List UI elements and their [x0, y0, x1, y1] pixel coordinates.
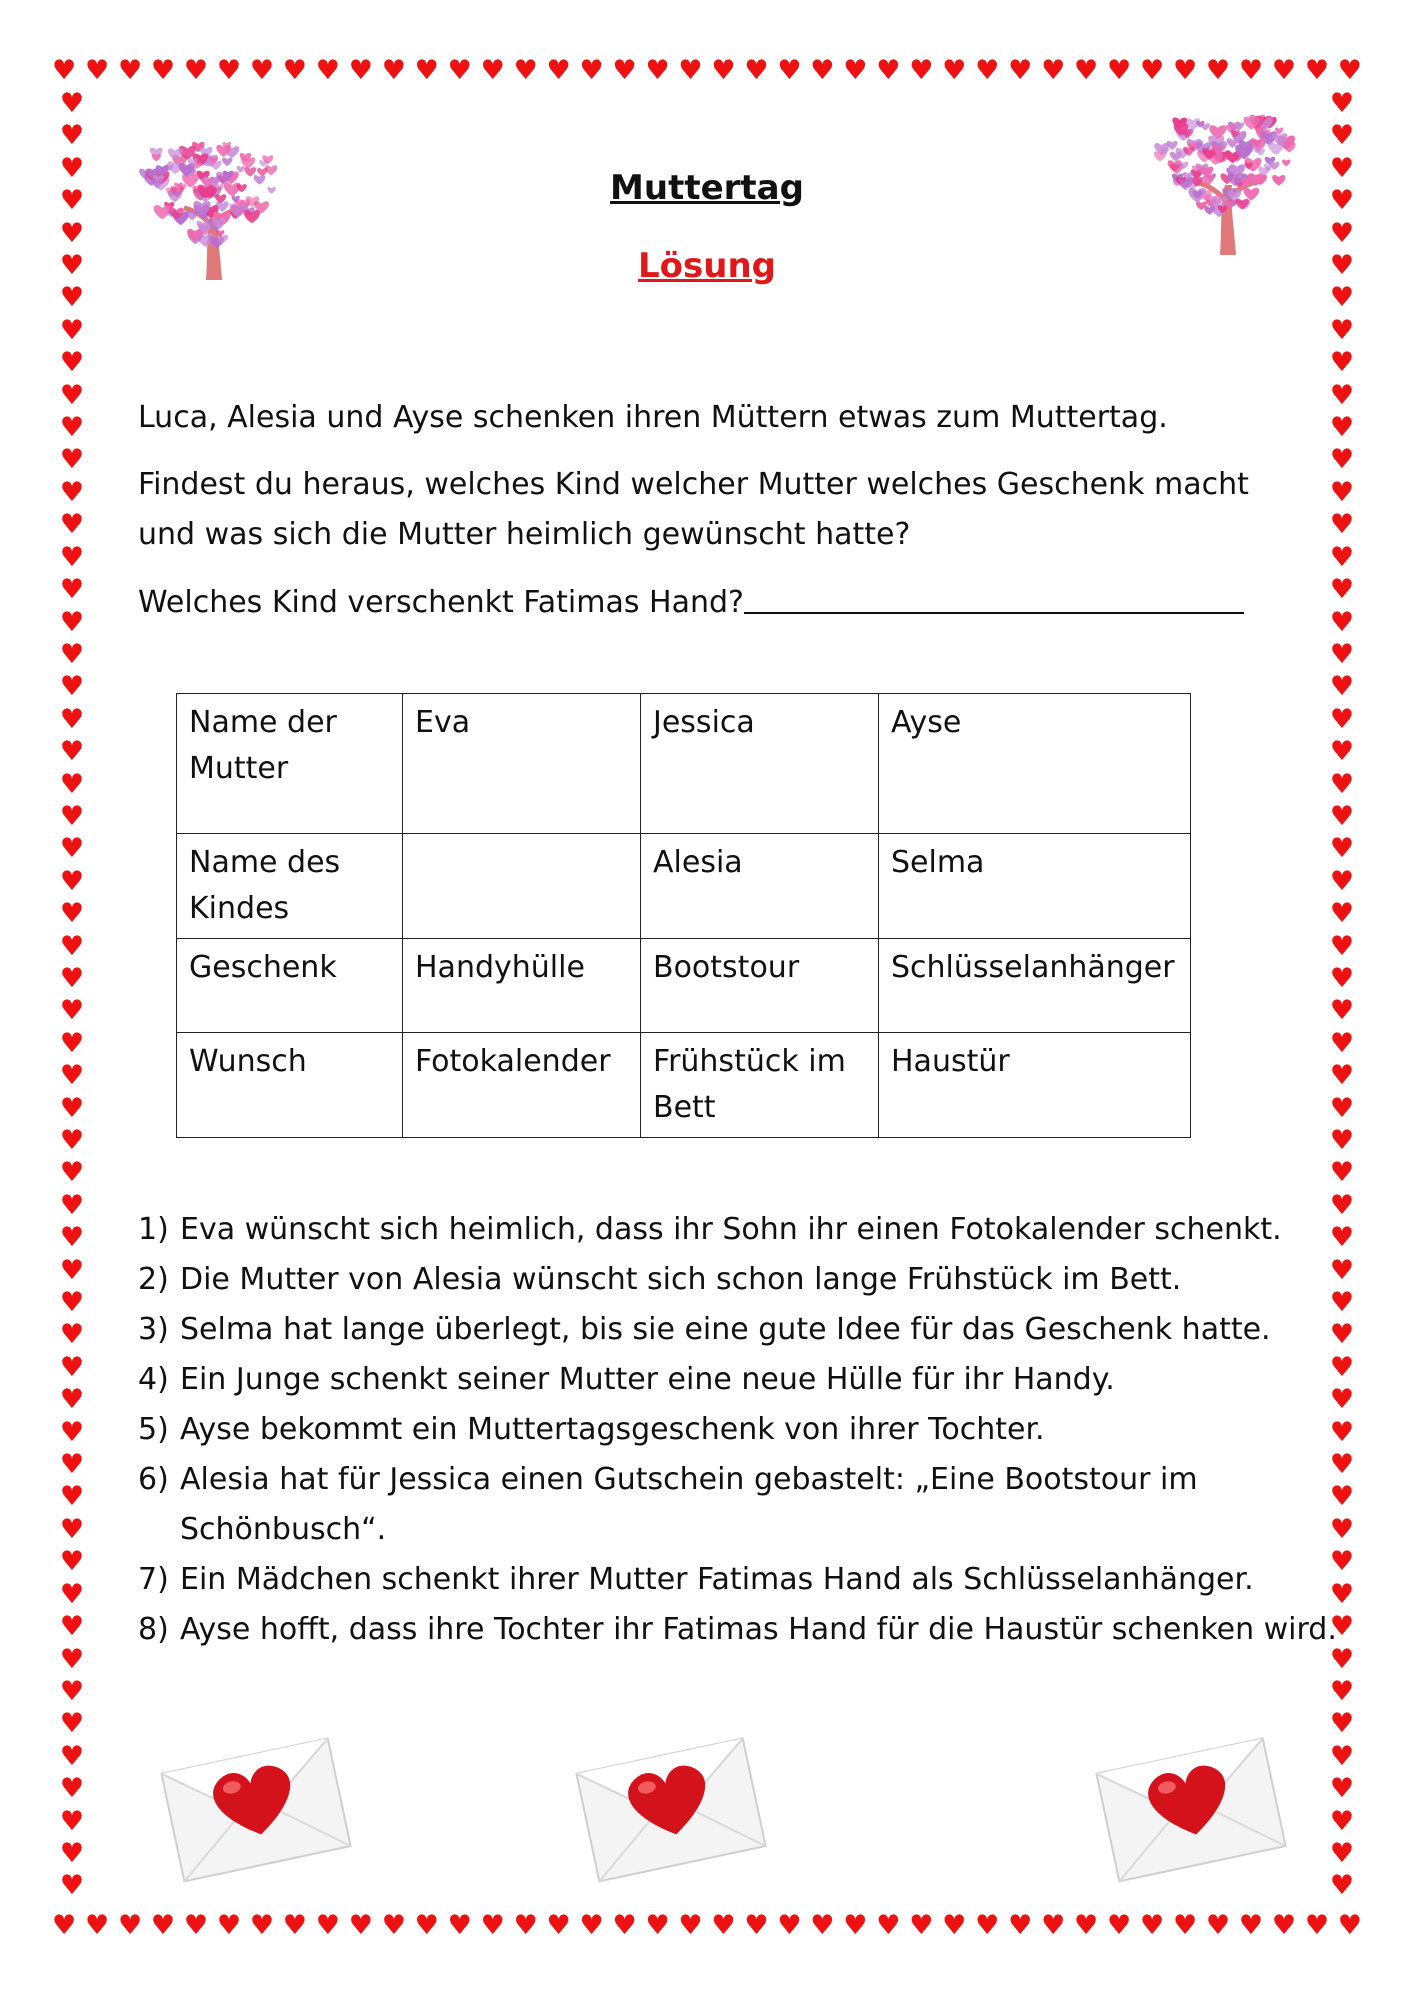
envelope-heart-icon [565, 1725, 775, 1885]
heart-icon: ♥ [777, 1909, 802, 1941]
heart-icon: ♥ [59, 995, 85, 1027]
table-cell: Selma [879, 834, 1191, 939]
table-cell: Haustür [879, 1033, 1191, 1138]
heart-icon: ♥ [1329, 185, 1355, 217]
heart-icon: ♥ [1205, 54, 1231, 86]
heart-icon: ♥ [843, 1909, 868, 1941]
heart-icon: ♥ [744, 54, 769, 86]
heart-icon: ♥ [59, 1611, 85, 1643]
heart-icon: ♥ [414, 1909, 439, 1941]
heart-icon: ♥ [645, 54, 670, 86]
heart-icon: ♥ [513, 54, 538, 86]
heart-icon: ♥ [59, 1643, 85, 1675]
heart-icon: ♥ [59, 1837, 85, 1869]
heart-icon: ♥ [348, 54, 373, 86]
heart-icon: ♥ [1329, 1643, 1355, 1675]
heart-icon: ♥ [612, 54, 637, 86]
table-cell [403, 834, 641, 939]
heart-icon: ♥ [1107, 1909, 1132, 1941]
heart-icon: ♥ [216, 54, 242, 86]
heart-icon: ♥ [1329, 217, 1355, 249]
heart-icon: ♥ [59, 185, 85, 217]
heart-icon: ♥ [59, 1870, 85, 1900]
heart-icon: ♥ [810, 1909, 835, 1941]
heart-icon: ♥ [381, 1909, 406, 1941]
heart-icon: ♥ [59, 1805, 85, 1837]
heart-icon: ♥ [579, 1909, 604, 1941]
heart-icon: ♥ [1329, 1416, 1355, 1448]
heart-icon: ♥ [447, 54, 472, 86]
heart-icon: ♥ [1329, 671, 1355, 703]
heart-icon: ♥ [1329, 703, 1355, 735]
heart-icon: ♥ [1329, 1027, 1355, 1059]
clue-number: 3) [138, 1312, 169, 1347]
heart-icon: ♥ [59, 1578, 85, 1610]
heart-icon: ♥ [1329, 541, 1355, 573]
heart-icon: ♥ [59, 541, 85, 573]
heart-icon: ♥ [1329, 1222, 1355, 1254]
heart-icon: ♥ [1329, 1675, 1355, 1707]
heart-border-left [52, 90, 92, 1900]
clue-number: 6) [138, 1462, 169, 1497]
heart-icon: ♥ [216, 1909, 242, 1941]
heart-icon: ♥ [59, 1060, 85, 1092]
heart-icon: ♥ [1329, 1092, 1355, 1124]
heart-icon: ♥ [59, 1773, 85, 1805]
table-row [177, 939, 1191, 1033]
heart-icon: ♥ [546, 54, 571, 86]
heart-icon: ♥ [59, 1287, 85, 1319]
heart-icon: ♥ [59, 282, 85, 314]
heart-icon: ♥ [612, 1909, 637, 1941]
heart-icon: ♥ [59, 1189, 85, 1221]
heart-icon: ♥ [1329, 800, 1355, 832]
heart-icon: ♥ [59, 1092, 85, 1124]
heart-icon: ♥ [1304, 1909, 1330, 1941]
heart-icon: ♥ [59, 1125, 85, 1156]
heart-icon: ♥ [59, 120, 85, 152]
heart-icon: ♥ [59, 1351, 85, 1383]
heart-icon: ♥ [59, 476, 85, 508]
table-cell: Handyhülle [403, 939, 641, 1033]
heart-icon: ♥ [1238, 1909, 1264, 1941]
heart-icon: ♥ [1329, 250, 1355, 282]
heart-icon: ♥ [1329, 379, 1355, 411]
heart-icon: ♥ [84, 1909, 110, 1941]
heart-icon: ♥ [1271, 1909, 1297, 1941]
heart-icon: ♥ [546, 1909, 571, 1941]
list-item [138, 1455, 1368, 1555]
page-title: Muttertag [610, 168, 804, 208]
heart-icon: ♥ [1329, 1870, 1355, 1900]
heart-icon: ♥ [1329, 1319, 1355, 1351]
row-label: Geschenk [177, 939, 403, 1033]
heart-icon: ♥ [59, 314, 85, 346]
heart-icon: ♥ [59, 703, 85, 735]
list-item [138, 1351, 1368, 1405]
heart-icon: ♥ [1329, 347, 1355, 379]
heart-icon: ♥ [59, 1708, 85, 1740]
heart-icon: ♥ [1172, 54, 1198, 86]
table-cell: Fotokalender [403, 1033, 641, 1138]
heart-icon: ♥ [480, 54, 505, 86]
heart-icon: ♥ [942, 1909, 967, 1941]
heart-icon: ♥ [1139, 54, 1165, 86]
heart-icon: ♥ [744, 1909, 769, 1941]
page-subtitle: Lösung [637, 246, 776, 286]
heart-icon: ♥ [59, 962, 85, 994]
answer-blank[interactable] [744, 582, 1244, 614]
clue-text: Eva wünscht sich heimlich, dass ihr Sohn ihr einen Fotokalender schenkt. [180, 1212, 1282, 1247]
heart-icon: ♥ [1329, 995, 1355, 1027]
leaf-heart-icon [1282, 159, 1290, 166]
heart-icon: ♥ [1329, 152, 1355, 184]
heart-icon: ♥ [1329, 1578, 1355, 1610]
list-item [138, 1255, 1368, 1305]
heart-icon: ♥ [59, 347, 85, 379]
heart-icon: ♥ [1107, 54, 1132, 86]
table-cell: Alesia [641, 834, 879, 939]
heart-icon: ♥ [59, 217, 85, 249]
table-cell: Bootstour [641, 939, 879, 1033]
clue-text: Ein Junge schenkt seiner Mutter eine neue Hülle für ihr Handy. [180, 1362, 1115, 1397]
question-line [138, 578, 1338, 628]
heart-icon: ♥ [59, 412, 85, 444]
list-item [138, 1305, 1368, 1355]
table-cell: Eva [403, 694, 641, 834]
heart-icon: ♥ [1329, 833, 1355, 865]
heart-icon: ♥ [1329, 768, 1355, 800]
heart-icon: ♥ [711, 54, 736, 86]
heart-icon: ♥ [1074, 1909, 1099, 1941]
heart-icon: ♥ [59, 1481, 85, 1513]
clue-text: Ayse bekommt ein Muttertagsgeschenk von ihrer Tochter. [180, 1412, 1045, 1447]
heart-icon: ♥ [777, 54, 802, 86]
heart-icon: ♥ [1329, 574, 1355, 606]
heart-icon: ♥ [1329, 1611, 1355, 1643]
heart-icon: ♥ [59, 1675, 85, 1707]
clue-text: Alesia hat für Jessica einen Gutschein gebastelt: „Eine Bootstour im Schönbusch“. [180, 1462, 1198, 1547]
clue-number: 1) [138, 1212, 169, 1247]
heart-icon: ♥ [1329, 1254, 1355, 1286]
heart-icon: ♥ [1329, 476, 1355, 508]
heart-icon: ♥ [1329, 1740, 1355, 1772]
heart-icon: ♥ [1329, 898, 1355, 930]
heart-icon: ♥ [678, 1909, 703, 1941]
heart-icon: ♥ [59, 444, 85, 476]
heart-icon: ♥ [1329, 865, 1355, 897]
heart-icon: ♥ [59, 898, 85, 930]
clue-text: Ayse hofft, dass ihre Tochter ihr Fatimas Hand für die Haustür schenken wird. [180, 1612, 1337, 1647]
heart-icon: ♥ [59, 768, 85, 800]
heart-icon: ♥ [315, 1909, 340, 1941]
leaf-heart-icon [1268, 142, 1284, 155]
row-label: Name der Mutter [177, 694, 403, 834]
heart-icon: ♥ [1329, 638, 1355, 670]
clue-list [138, 1205, 1368, 1655]
clue-text: Die Mutter von Alesia wünscht sich schon lange Frühstück im Bett. [180, 1262, 1182, 1297]
heart-icon: ♥ [645, 1909, 670, 1941]
heart-icon: ♥ [59, 865, 85, 897]
heart-icon: ♥ [1329, 930, 1355, 962]
heart-icon: ♥ [1329, 1481, 1355, 1513]
heart-icon: ♥ [1238, 54, 1264, 86]
heart-icon: ♥ [282, 1909, 307, 1941]
heart-icon: ♥ [59, 606, 85, 638]
clue-number: 4) [138, 1362, 169, 1397]
heart-icon: ♥ [52, 54, 77, 86]
list-item [138, 1405, 1368, 1455]
heart-border-top [52, 50, 1362, 90]
heart-icon: ♥ [1329, 120, 1355, 152]
heart-icon: ♥ [150, 1909, 176, 1941]
heart-icon: ♥ [1329, 314, 1355, 346]
heart-icon: ♥ [59, 800, 85, 832]
heart-icon: ♥ [183, 1909, 209, 1941]
heart-icon: ♥ [414, 54, 439, 86]
heart-icon: ♥ [1329, 1125, 1355, 1156]
heart-icon: ♥ [1139, 1909, 1165, 1941]
list-item [138, 1555, 1368, 1605]
heart-icon: ♥ [249, 1909, 275, 1941]
heart-icon: ♥ [59, 1513, 85, 1545]
heart-icon: ♥ [1271, 54, 1297, 86]
intro-line-2: Findest du heraus, welches Kind welcher Mutter welches Geschenk macht und was sich die Mutter heimlich gewünscht hatte? [138, 467, 1249, 552]
heart-icon: ♥ [1074, 54, 1099, 86]
heart-icon: ♥ [1329, 1060, 1355, 1092]
heart-icon: ♥ [1329, 1189, 1355, 1221]
heart-icon: ♥ [59, 379, 85, 411]
clue-text: Ein Mädchen schenkt ihrer Mutter Fatimas Hand als Schlüsselanhänger. [180, 1562, 1254, 1597]
list-item [138, 1605, 1368, 1655]
heart-icon: ♥ [1329, 1805, 1355, 1837]
question-text: Welches Kind verschenkt Fatimas Hand? [138, 585, 744, 620]
table-cell: Jessica [641, 694, 879, 834]
heart-icon: ♥ [59, 1384, 85, 1416]
heart-icon: ♥ [59, 1546, 85, 1578]
heart-icon: ♥ [1329, 90, 1355, 119]
clue-number: 7) [138, 1562, 169, 1597]
intro-line-1: Luca, Alesia und Ayse schenken ihren Müttern etwas zum Muttertag. [138, 400, 1168, 435]
heart-icon: ♥ [52, 1909, 77, 1941]
heart-icon: ♥ [59, 1254, 85, 1286]
heart-icon: ♥ [1329, 1708, 1355, 1740]
heart-icon: ♥ [183, 54, 209, 86]
heart-icon: ♥ [59, 509, 85, 541]
heart-icon: ♥ [876, 54, 901, 86]
heart-border-bottom [52, 1905, 1362, 1945]
heart-icon: ♥ [909, 54, 934, 86]
heart-icon: ♥ [1304, 54, 1330, 86]
heart-icon: ♥ [843, 54, 868, 86]
heart-icon: ♥ [711, 1909, 736, 1941]
heart-icon: ♥ [1329, 1351, 1355, 1383]
heart-icon: ♥ [678, 54, 703, 86]
heart-icon: ♥ [1008, 54, 1033, 86]
heart-icon: ♥ [1329, 1287, 1355, 1319]
heart-icon: ♥ [975, 54, 1000, 86]
heart-icon: ♥ [1337, 54, 1362, 86]
heart-icon: ♥ [1329, 1546, 1355, 1578]
heart-icon: ♥ [59, 1740, 85, 1772]
heart-icon: ♥ [117, 1909, 143, 1941]
solution-table [176, 693, 1191, 1138]
table-row [177, 834, 1191, 939]
heart-icon: ♥ [282, 54, 307, 86]
heart-icon: ♥ [59, 1449, 85, 1481]
heart-icon: ♥ [150, 54, 176, 86]
heart-icon: ♥ [1329, 962, 1355, 994]
heart-icon: ♥ [1329, 412, 1355, 444]
heart-icon: ♥ [1329, 1513, 1355, 1545]
heart-icon: ♥ [447, 1909, 472, 1941]
heart-icon: ♥ [1329, 509, 1355, 541]
heart-icon: ♥ [1329, 444, 1355, 476]
heart-icon: ♥ [1329, 606, 1355, 638]
heart-icon: ♥ [59, 1027, 85, 1059]
heart-icon: ♥ [1329, 1157, 1355, 1189]
table-row [177, 1033, 1191, 1138]
heart-icon: ♥ [1041, 54, 1066, 86]
heart-icon: ♥ [59, 90, 85, 119]
heart-icon: ♥ [1329, 1384, 1355, 1416]
heart-icon: ♥ [1329, 1449, 1355, 1481]
heart-icon: ♥ [59, 152, 85, 184]
heart-icon: ♥ [249, 54, 275, 86]
table-cell: Frühstück im Bett [641, 1033, 879, 1138]
heart-icon: ♥ [1337, 1909, 1362, 1941]
heart-icon: ♥ [315, 54, 340, 86]
heart-icon: ♥ [59, 250, 85, 282]
heart-icon: ♥ [59, 1157, 85, 1189]
heart-icon: ♥ [84, 54, 110, 86]
table-row [177, 694, 1191, 834]
envelope-heart-icon [1085, 1725, 1295, 1885]
heart-icon: ♥ [1329, 1837, 1355, 1869]
heart-icon: ♥ [59, 1222, 85, 1254]
heart-icon: ♥ [975, 1909, 1000, 1941]
heart-icon: ♥ [942, 54, 967, 86]
clue-number: 5) [138, 1412, 169, 1447]
clue-text: Selma hat lange überlegt, bis sie eine gute Idee für das Geschenk hatte. [180, 1312, 1271, 1347]
heart-icon: ♥ [381, 54, 406, 86]
heart-icon: ♥ [513, 1909, 538, 1941]
heart-icon: ♥ [59, 930, 85, 962]
heart-icon: ♥ [59, 638, 85, 670]
row-label: Wunsch [177, 1033, 403, 1138]
heart-icon: ♥ [59, 671, 85, 703]
heart-icon: ♥ [1329, 282, 1355, 314]
heart-icon: ♥ [59, 574, 85, 606]
heart-icon: ♥ [1205, 1909, 1231, 1941]
heart-icon: ♥ [117, 54, 143, 86]
heart-icon: ♥ [348, 1909, 373, 1941]
table-cell: Schlüsselanhänger [879, 939, 1191, 1033]
heart-icon: ♥ [59, 736, 85, 768]
heart-icon: ♥ [909, 1909, 934, 1941]
heart-icon: ♥ [480, 1909, 505, 1941]
envelope-heart-icon [150, 1725, 360, 1885]
heart-icon: ♥ [59, 1319, 85, 1351]
heart-icon: ♥ [1329, 1773, 1355, 1805]
heart-icon: ♥ [1329, 736, 1355, 768]
heart-icon: ♥ [59, 833, 85, 865]
clue-number: 8) [138, 1612, 169, 1647]
list-item [138, 1205, 1368, 1255]
heart-icon: ♥ [1041, 1909, 1066, 1941]
table-cell: Ayse [879, 694, 1191, 834]
heart-icon: ♥ [59, 1416, 85, 1448]
heart-icon: ♥ [810, 54, 835, 86]
row-label: Name des Kindes [177, 834, 403, 939]
heart-icon: ♥ [579, 54, 604, 86]
heart-icon: ♥ [1172, 1909, 1198, 1941]
heart-icon: ♥ [1008, 1909, 1033, 1941]
leaf-heart-icon [222, 158, 232, 166]
heart-icon: ♥ [876, 1909, 901, 1941]
clue-number: 2) [138, 1262, 169, 1297]
